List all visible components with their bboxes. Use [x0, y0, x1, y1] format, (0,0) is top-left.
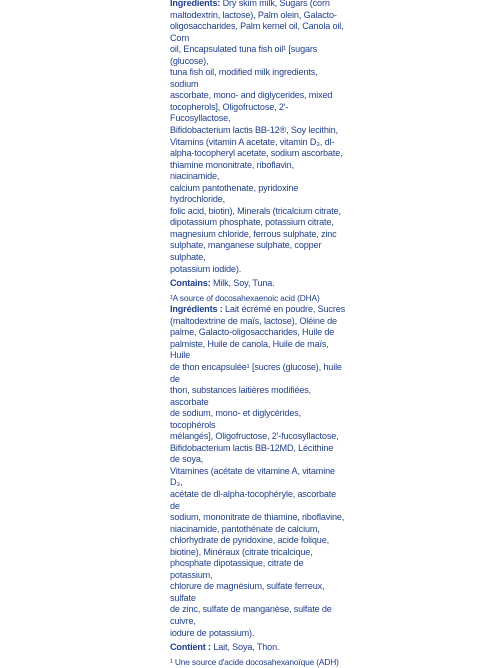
french-ingredients-line: de sodium, mono- et diglycérides, tocophérols	[170, 408, 302, 430]
english-ingredients-line: alpha-tocopheryl acetate, sodium ascorbate,	[170, 148, 343, 159]
english-ingredients-line: calcium pantothenate, pyridoxine hydrochloride,	[170, 182, 299, 205]
french-ingredients-line: niacinamide, pantothénate de calcium,	[170, 523, 320, 534]
french-ingredients-line: de thon encapsulée¹ [sucres (glucose), huile de	[170, 361, 342, 384]
french-ingredients-text: Lait écrémé en poudre, Sucres	[222, 304, 346, 315]
english-ingredients-line: folic acid, biotin), Minerals (tricalcium citrate,	[170, 205, 341, 216]
english-ingredients-line: potassium iodide).	[170, 263, 242, 274]
french-footnote: ¹ Une source d'acide docosahexanoïque (ADH)	[170, 656, 339, 667]
french-ingredients-line: Vitamines (acétate de vitamine A, vitamine D₃,	[170, 465, 335, 488]
english-ingredients-line: oil, Encapsulated tuna fish oil¹ [sugars (glucose),	[170, 44, 318, 66]
english-ingredients-line: magnesium chloride, ferrous sulphate, zinc	[170, 228, 337, 239]
english-contains-text: Milk, Soy, Tuna.	[210, 278, 275, 289]
french-ingredients-line: palme, Galacto-oligosaccharides, Huile de	[170, 327, 335, 338]
english-ingredients-line: maltodextrin, lactose), Palm olein, Galacto-	[170, 9, 337, 20]
english-ingredients-line: sulphate, manganese sulphate, copper sulphate,	[170, 240, 322, 263]
french-ingredients-line	[170, 304, 345, 316]
french-contains	[170, 642, 345, 654]
english-ingredients-line	[170, 0, 345, 10]
french-ingredients-line: palmiste, Huile de canola, Huile de maïs, Huile	[170, 338, 329, 361]
english-ingredients-line: tuna fish oil, modified milk ingredients, sodium	[170, 67, 318, 89]
french-ingredients-line: Bifidobacterium lactis BB-12MD, Lécithine de soya,	[170, 442, 334, 465]
french-ingredients-line: chlorhydrate de pyridoxine, acide folique,	[170, 535, 330, 546]
english-ingredients-text: Dry skim milk, Sugars (corn	[220, 0, 330, 8]
english-contains	[170, 278, 345, 290]
english-footnote: ¹A source of docosahexaenoic acid (DHA)	[170, 292, 320, 303]
french-ingredients-line: biotine), Minéraux (citrate tricalcique,	[170, 546, 313, 557]
english-ingredients-line: Vitamins (vitamin A acetate, vitamin D₃, dl-	[170, 136, 335, 147]
french-ingredients-line: acétate de dl-alpha-tocophéryle, ascorbate de	[170, 488, 337, 511]
french-ingredients-line: (maltodextrine de maïs, lactose), Oléine de	[170, 315, 337, 326]
english-ingredients-line: ascorbate, mono- and diglycerides, mixed	[170, 90, 333, 101]
french-ingredients-line: mélangés], Oligofructose, 2'-fucosyllactose,	[170, 431, 339, 442]
french-ingredients-line: phosphate dipotassique, citrate de potassium,	[170, 558, 304, 580]
english-ingredients-heading: Ingredients:	[170, 0, 221, 8]
english-ingredients-line: oligosaccharides, Palm kernel oil, Canola oil, Corn	[170, 21, 344, 43]
french-ingredients-line: de zinc, sulfate de manganèse, sulfate de cuivre,	[170, 604, 332, 626]
french-ingredients-line: iodure de potassium).	[170, 627, 255, 638]
ingredient-label	[170, 0, 345, 668]
french-ingredients-line: chlorure de magnésium, sulfate ferreux, sulfate	[170, 581, 325, 603]
french-ingredients-line: sodium, mononitrate de thiamine, riboflavine,	[170, 512, 345, 523]
english-ingredients-line: dipotassium phosphate, potassium citrate,	[170, 217, 334, 228]
french-contains-heading: Contient :	[170, 642, 211, 653]
french-contains-text: Lait, Soya, Thon.	[210, 642, 280, 653]
english-ingredients-line: tocopherols], Oligofructose, 2'-Fucosyllactose,	[170, 101, 289, 124]
french-ingredients-heading: Ingrédients :	[170, 304, 223, 315]
english-ingredients-line: Bifidobacterium lactis BB-12®, Soy lecithin,	[170, 125, 338, 136]
english-ingredients-line: thiamine mononitrate, riboflavin, niacinamide,	[170, 159, 294, 182]
english-contains-heading: Contains:	[170, 278, 211, 289]
french-ingredients-line: thon, substances laitières modifiées, ascorbate	[170, 385, 312, 407]
